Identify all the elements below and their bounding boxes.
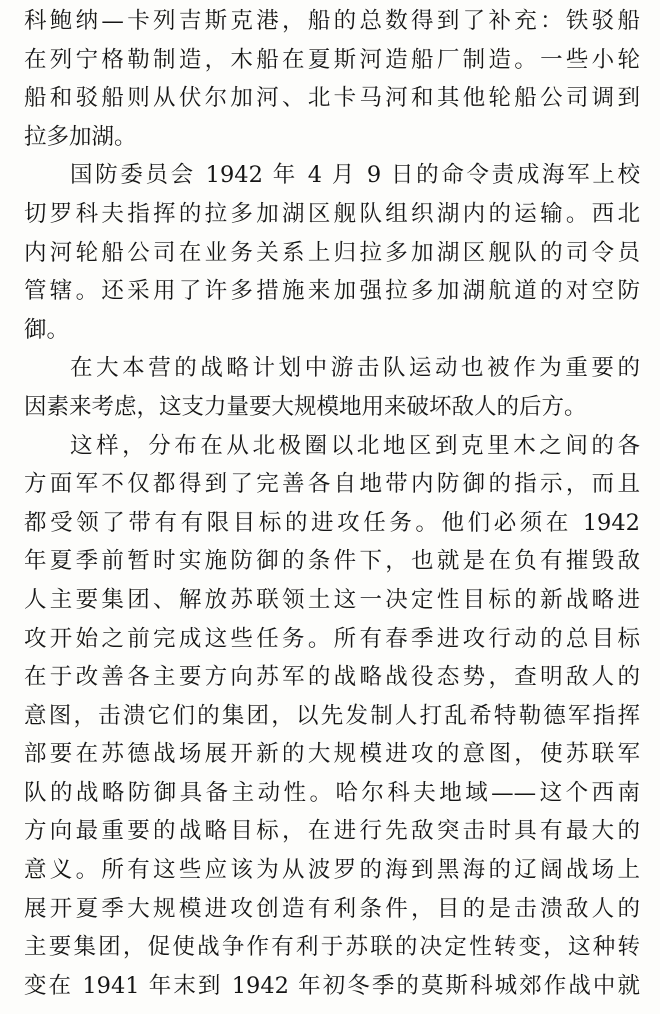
text-line: 队的战略防御具备主动性。哈尔科夫地域——这个西南: [24, 779, 640, 806]
text-line: 管辖。还采用了许多措施来加强拉多加湖航道的对空防: [24, 278, 640, 305]
text-line: 内河轮船公司在业务关系上归拉多加湖区舰队的司令员: [24, 239, 640, 266]
text-line: 变在 1941 年末到 1942 年初冬季的莫斯科城郊作战中就: [24, 972, 640, 999]
text-line: 科鲍纳—卡列吉斯克港，船的总数得到了补充：铁驳船: [24, 8, 640, 34]
text-line: 意义。所有这些应该为从波罗的海到黑海的辽阔战场上: [24, 857, 640, 884]
text-line: 意图，击溃它们的集团，以先发制人打乱希特勒德军指挥: [24, 702, 640, 729]
paragraph-start-line: 这样，分布在从北极圈以北地区到克里木之间的各: [70, 432, 640, 459]
text-line: 切罗科夫指挥的拉多加湖区舰队组织湖内的运输。西北: [24, 200, 640, 227]
text-line: 主要集团，促使战争作有利于苏联的决定性转变，这种转: [24, 934, 640, 961]
text-line: 在列宁格勒制造，木船在夏斯河造船厂制造。一些小轮: [24, 46, 640, 73]
text-line: 攻开始之前完成这些任务。所有春季进攻行动的总目标: [24, 625, 640, 652]
text-line: 都受领了带有有限目标的进攻任务。他们必须在 1942: [24, 509, 640, 536]
text-line: 年夏季前暂时实施防御的条件下，也就是在负有摧毁敌: [24, 548, 640, 575]
text-line: 因素来考虑，这支力量要大规模地用来破坏敌人的后方。: [24, 393, 587, 420]
text-line: 人主要集团、解放苏联领土这一决定性目标的新战略进: [24, 586, 640, 613]
text-line: 方面军不仅都得到了完善各自地带内防御的指示，而且: [24, 471, 640, 498]
text-line: 御。: [24, 316, 70, 343]
paragraph-start-line: 在大本营的战略计划中游击队运动也被作为重要的: [70, 355, 640, 382]
text-line: 船和驳船则从伏尔加河、北卡马河和其他轮船公司调到: [24, 85, 640, 112]
text-line: 部要在苏德战场展开新的大规模进攻的意图，使苏联军: [24, 741, 640, 768]
text-line: 拉多加湖。: [24, 123, 137, 150]
page-text: [24, 2, 640, 1005]
text-line: 方向最重要的战略目标，在进行先敌突击时具有最大的: [24, 818, 640, 845]
paragraph-start-line: 国防委员会 1942 年 4 月 9 日的命令责成海军上校: [70, 162, 640, 189]
text-line: 在于改善各主要方向苏军的战略战役态势，查明敌人的: [24, 664, 640, 691]
text-line: 展开夏季大规模进攻创造有利条件，目的是击溃敌人的: [24, 895, 640, 922]
